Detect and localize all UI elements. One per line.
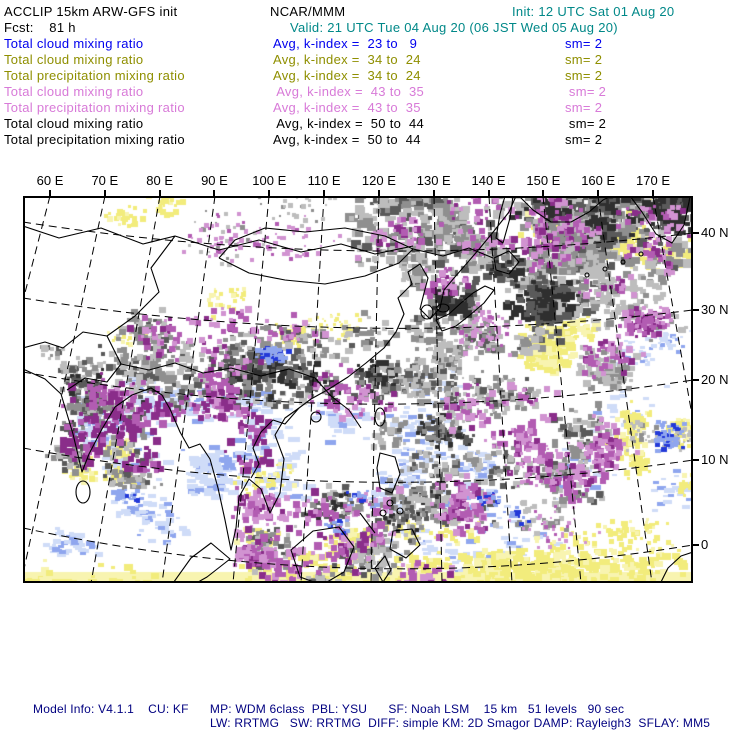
coastlines [23, 196, 693, 583]
member-row-label: Total precipitation mixing ratio [4, 100, 185, 115]
lat-tick-mark [693, 544, 699, 546]
valid-time: Valid: 21 UTC Tue 04 Aug 20 (06 JST Wed 05 Aug 20) [290, 20, 618, 35]
member-row-stat: Avg, k-index = 43 to 35 [273, 100, 421, 115]
member-row-stat: Avg, k-index = 50 to 44 [273, 116, 425, 131]
member-row-label: Total precipitation mixing ratio [4, 132, 185, 147]
lon-tick-label: 150 E [526, 173, 561, 188]
lat-tick-label: 10 N [701, 452, 729, 468]
lon-tick-label: 70 E [91, 173, 119, 188]
member-row-sm: sm= 2 [565, 36, 603, 51]
lon-tick-label: 140 E [471, 173, 506, 188]
lat-tick-mark [693, 232, 699, 234]
lat-tick-mark [693, 379, 699, 381]
lon-tick-label: 170 E [636, 173, 671, 188]
member-row-stat: Avg, k-index = 34 to 24 [273, 68, 421, 83]
model-info-line1: Model Info: V4.1.1 CU: KF MP: WDM 6class PBL: YSU SF: Noah LSM 15 km 51 levels 90 sec [33, 702, 625, 716]
init-time: Init: 12 UTC Sat 01 Aug 20 [512, 4, 675, 19]
member-row-stat: Avg, k-index = 34 to 24 [273, 52, 421, 67]
lon-tick-label: 90 E [201, 173, 228, 188]
member-row-stat: Avg, k-index = 23 to 9 [273, 36, 418, 51]
lon-tick-label: 60 E [36, 173, 64, 188]
member-row-stat: Avg, k-index = 43 to 35 [273, 84, 425, 99]
lon-tick-label: 110 E [307, 173, 341, 188]
lat-tick-mark [693, 459, 699, 461]
lon-tick-label: 80 E [146, 173, 173, 188]
member-row-sm: sm= 2 [565, 52, 603, 67]
member-row-sm: sm= 2 [565, 84, 607, 99]
lon-tick-label: 100 E [252, 173, 287, 188]
lon-tick-label: 120 E [361, 173, 396, 188]
model-title: ACCLIP 15km ARW-GFS init [4, 4, 178, 19]
lat-tick-mark [693, 309, 699, 311]
lat-tick-label: 20 N [701, 372, 729, 388]
member-row-label: Total cloud mixing ratio [4, 52, 144, 67]
fcst-hour: Fcst: 81 h [4, 20, 76, 35]
lon-tick-label: 160 E [581, 173, 616, 188]
member-row-label: Total cloud mixing ratio [4, 36, 144, 51]
member-row-label: Total precipitation mixing ratio [4, 68, 185, 83]
lat-tick-label: 40 N [701, 225, 729, 241]
member-row-sm: sm= 2 [565, 132, 603, 147]
map-frame [24, 197, 692, 582]
member-row-sm: sm= 2 [565, 68, 603, 83]
lat-tick-label: 0 [701, 537, 709, 553]
member-row-label: Total cloud mixing ratio [4, 84, 144, 99]
member-row-stat: Avg, k-index = 50 to 44 [273, 132, 421, 147]
center-title: NCAR/MMM [270, 4, 346, 19]
model-info-line2: LW: RRTMG SW: RRTMG DIFF: simple KM: 2D Smagor DAMP: Rayleigh3 SFLAY: MM5 [210, 716, 711, 730]
graticule [23, 196, 693, 583]
map-plot [23, 196, 693, 583]
member-row-label: Total cloud mixing ratio [4, 116, 144, 131]
lon-tick-label: 130 E [416, 173, 451, 188]
lat-tick-label: 30 N [701, 302, 729, 318]
member-row-sm: sm= 2 [565, 100, 603, 115]
member-row-sm: sm= 2 [565, 116, 607, 131]
map-overlay [23, 196, 693, 583]
